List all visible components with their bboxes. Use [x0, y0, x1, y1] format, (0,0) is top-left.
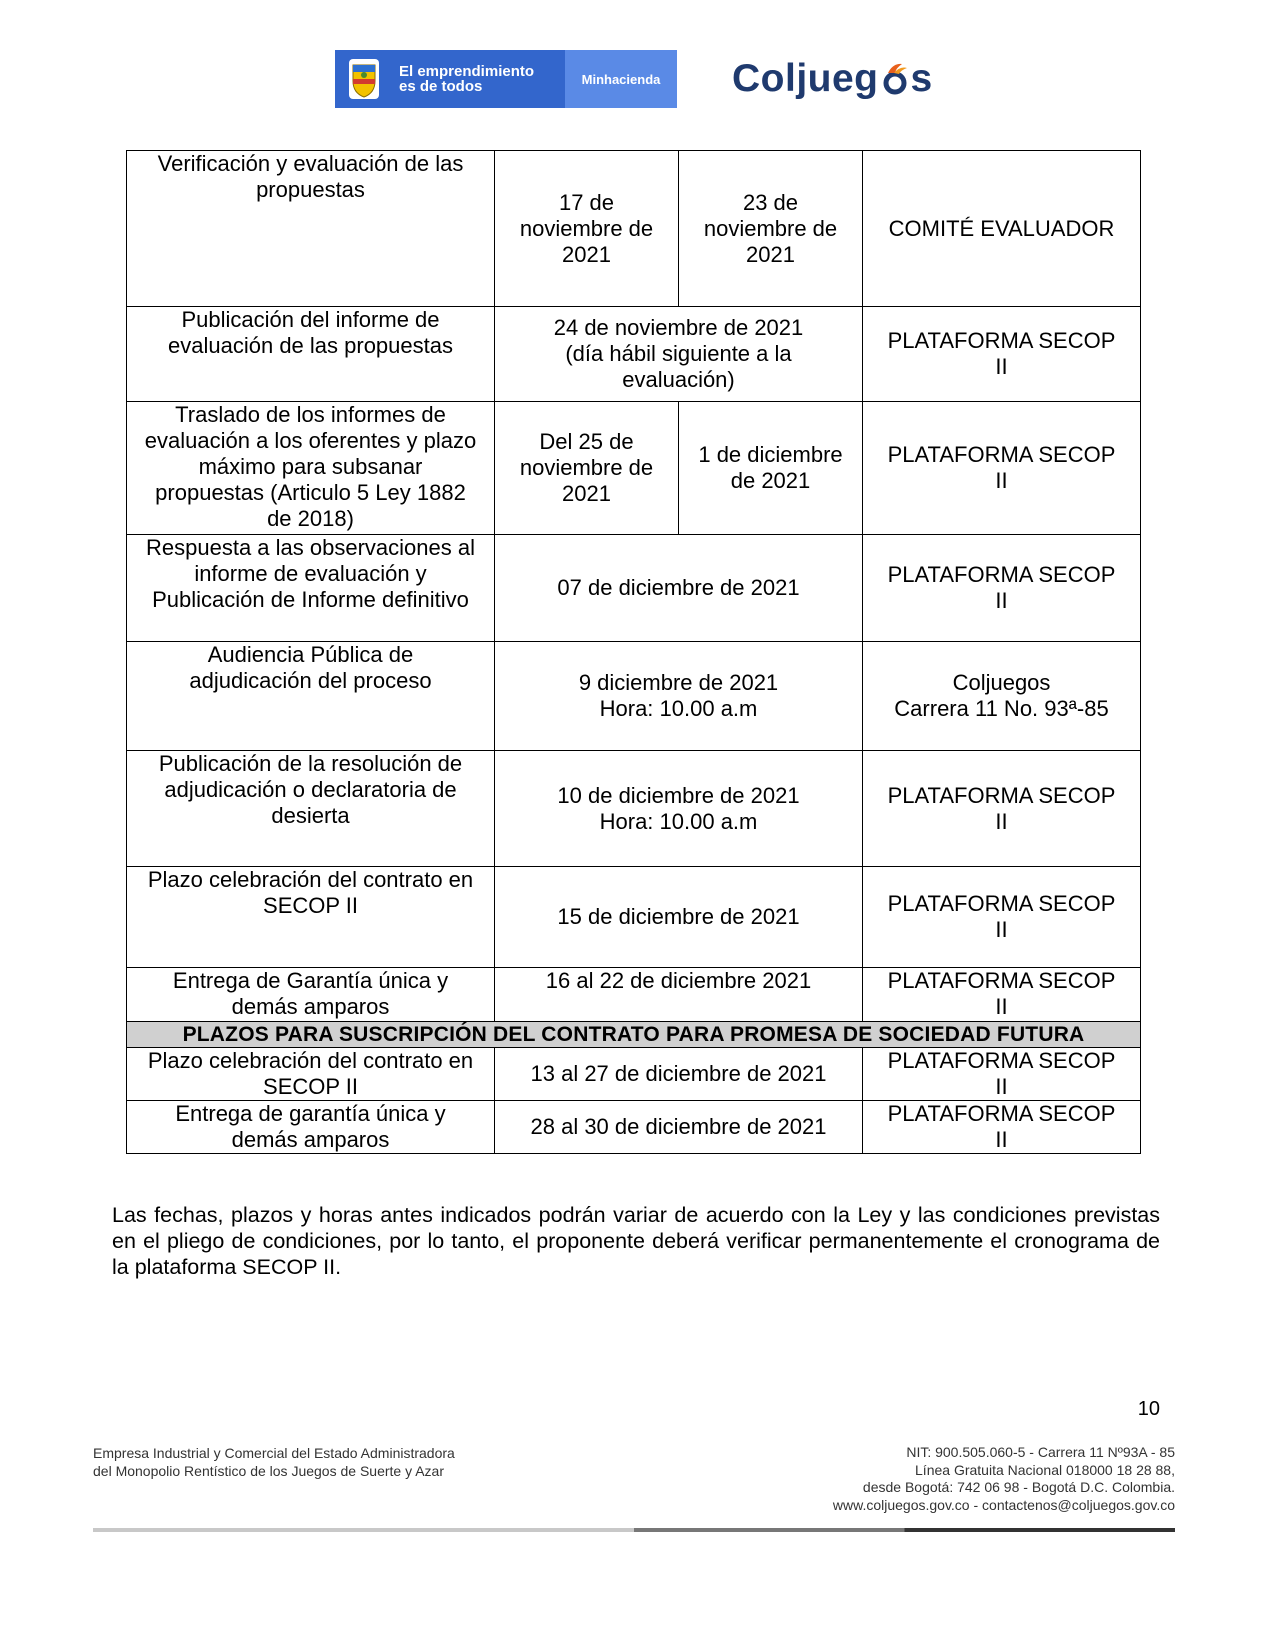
start-date-cell: Del 25 de noviembre de 2021	[495, 402, 679, 535]
schedule-table	[126, 150, 1141, 1154]
section-title: PLAZOS PARA SUSCRIPCIÓN DEL CONTRATO PARA PROMESA DE SOCIEDAD FUTURA	[127, 1022, 1141, 1048]
footer-nit: NIT: 900.505.060-5 - Carrera 11 Nº93A - 85	[906, 1444, 1175, 1460]
table-row	[127, 642, 1141, 751]
place-cell: PLATAFORMA SECOP II	[863, 1048, 1141, 1101]
schedule-disclaimer: Las fechas, plazos y horas antes indicados podrán variar de acuerdo con la Ley y las condiciones previstas en el pliego de condiciones, por lo tanto, el proponente deberá verificar permanentemente el cronograma de la plataforma SECOP II.	[112, 1202, 1160, 1279]
table-row	[127, 402, 1141, 535]
flame-o-icon	[880, 61, 910, 97]
brand-prefix: Coljueg	[732, 57, 879, 100]
date-cell: 07 de diciembre de 2021	[495, 535, 863, 642]
table-row	[127, 151, 1141, 307]
activity-cell: Plazo celebración del contrato en SECOP II	[127, 867, 495, 968]
activity-cell: Entrega de Garantía única y demás amparos	[127, 968, 495, 1022]
table-row	[127, 307, 1141, 402]
date-cell: 15 de diciembre de 2021	[495, 867, 863, 968]
activity-cell: Verificación y evaluación de las propuestas	[127, 151, 495, 307]
place-cell: PLATAFORMA SECOP II	[863, 535, 1141, 642]
activity-cell: Publicación del informe de evaluación de las propuestas	[127, 307, 495, 402]
activity-cell: Respuesta a las observaciones al informe de evaluación y Publicación de Informe definitivo	[127, 535, 495, 642]
end-date-cell: 23 de noviembre de 2021	[679, 151, 863, 307]
date-cell: 24 de noviembre de 2021 (día hábil siguiente a la evaluación)	[495, 307, 863, 402]
table-row	[127, 1048, 1141, 1101]
government-logo-line1: El emprendimiento	[399, 63, 535, 80]
table-row	[127, 1101, 1141, 1154]
end-date-cell: 1 de diciembre de 2021	[679, 402, 863, 535]
activity-cell: Publicación de la resolución de adjudicación o declaratoria de desierta	[127, 751, 495, 867]
place-cell: PLATAFORMA SECOP II	[863, 402, 1141, 535]
footer-left-line1: Empresa Industrial y Comercial del Estado Administradora	[93, 1445, 455, 1461]
place-cell: COMITÉ EVALUADOR	[863, 151, 1141, 307]
table-row	[127, 968, 1141, 1022]
government-logo	[335, 50, 677, 108]
activity-cell: Audiencia Pública de adjudicación del proceso	[127, 642, 495, 751]
place-cell: PLATAFORMA SECOP II	[863, 867, 1141, 968]
date-cell: 28 al 30 de diciembre de 2021	[495, 1101, 863, 1154]
date-cell: 9 diciembre de 2021 Hora: 10.00 a.m	[495, 642, 863, 751]
place-cell: PLATAFORMA SECOP II	[863, 307, 1141, 402]
place-cell: PLATAFORMA SECOP II	[863, 968, 1141, 1022]
table-row	[127, 867, 1141, 968]
table-row	[127, 751, 1141, 867]
activity-cell: Entrega de garantía única y demás amparos	[127, 1101, 495, 1154]
place-cell: Coljuegos Carrera 11 No. 93ª-85	[863, 642, 1141, 751]
footer-contact-info	[740, 1444, 1175, 1514]
footer-divider	[93, 1528, 1175, 1532]
date-cell: 16 al 22 de diciembre 2021	[495, 968, 863, 1022]
page-number: 10	[1137, 1398, 1160, 1420]
coat-of-arms-icon	[345, 57, 383, 101]
coljuegos-logo	[732, 52, 933, 106]
table-row	[127, 535, 1141, 642]
footer-phone-bogota: desde Bogotá: 742 06 98 - Bogotá D.C. Colombia.	[862, 1479, 1175, 1495]
date-cell: 10 de diciembre de 2021 Hora: 10.00 a.m	[495, 751, 863, 867]
section-header-row	[127, 1022, 1141, 1048]
date-cell: 13 al 27 de diciembre de 2021	[495, 1048, 863, 1101]
footer-left-line2: del Monopolio Rentístico de los Juegos de Suerte y Azar	[93, 1463, 444, 1479]
activity-cell: Plazo celebración del contrato en SECOP II	[127, 1048, 495, 1101]
brand-suffix: s	[910, 57, 933, 100]
footer-company-info	[93, 1444, 613, 1480]
place-cell: PLATAFORMA SECOP II	[863, 1101, 1141, 1154]
government-logo-line2: es de todos	[399, 78, 483, 95]
activity-cell: Traslado de los informes de evaluación a los oferentes y plazo máximo para subsanar propuestas (Articulo 5 Ley 1882 de 2018)	[127, 402, 495, 535]
ministry-label: Minhacienda	[565, 50, 677, 108]
footer-web-email: www.coljuegos.gov.co - contactenos@coljuegos.gov.co	[832, 1496, 1175, 1513]
footer-phone-national: Línea Gratuita Nacional 018000 18 28 88,	[915, 1461, 1175, 1478]
government-logo-main	[335, 50, 565, 108]
start-date-cell: 17 de noviembre de 2021	[495, 151, 679, 307]
place-cell: PLATAFORMA SECOP II	[863, 751, 1141, 867]
